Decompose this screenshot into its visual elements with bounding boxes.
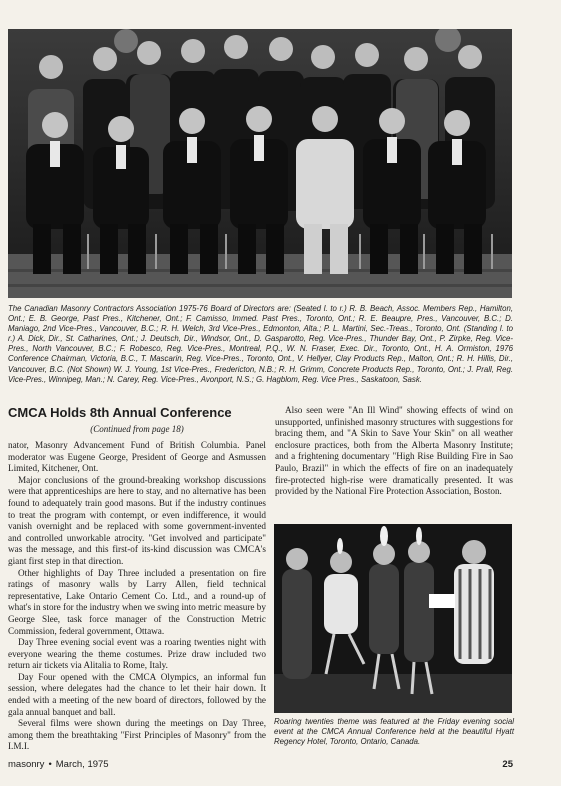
article-paragraph: Day Three evening social event was a roaring twenties night with everyone wearing the theme costumes. Prize draw included two return air tickets via Alitalia to Rome, Italy. xyxy=(8,637,266,671)
article-paragraph: Day Four opened with the CMCA Olympics, an informal fun session, where delegates had the chance to let their hair down. It ended with a meeting of the new board of directors, followed by the gala annual banquet and ball. xyxy=(8,671,266,717)
article-left-column xyxy=(8,440,266,753)
article-paragraph: Also seen were "An Ill Wind" showing effects of wind on unsupported, unfinished masonry structures with suggestions for bracing them, and "A Skin to Save Your Skin" on all weather enclosure practices, both from the Alberta Masonry Institute; and a frightening documentary "High Rise Building Fire in Sao Paulo, Brazil" in which the effects of fire on an inadequately fire-protected high-rise were dramatically presented. It was provided by the National Fire Protection Association, Boston. xyxy=(275,405,513,497)
roaring-twenties-photo xyxy=(274,524,512,713)
article-paragraph: Major conclusions of the ground-breaking workshop discussions were that apprenticeships are here to stay, and no alternative has been found to adequately train good masons. But if the industry continues to treat the program with contempt, or even indifference, it would vanish overnight and be replaced with some government-invented and controlled unworkable atrocity. "Get involved and participate" was the message, and this first-of its-kind discussion was CMCA's giant first step in that direction. xyxy=(8,474,266,566)
board-photo-caption: The Canadian Masonry Contractors Association 1975-76 Board of Directors are: (Seated l. to r.) R. B. Beach, Assoc. Members Rep., Hamilton, Ont.; E. B. George, Past Pres., Kitchener, Ont.; F. Camisso, Immed. Past Pres., Toronto, Ont.; R. E. Beaupre, Pres., Vancouver, B.C.; D. Maniago, 2nd Vice-Pres., Vancouver, B.C.; R. H. Welch, 3rd Vice-Pres., Edmonton, Alta.; P. L. Martini, Sec.-Treas., Toronto, Ont. (Standing l. to r.) A. Dick, Dir., St. Catharines, Ont.; J. Deutsch, Dir., Windsor, Ont., D. Gasparotto, Reg. Vice-Pres., Thunder Bay, Ont., P. Zirpke, Reg. Vice-Pres., North Vancouver, B.C.; F. Robesco, Reg. Vice-Pres., Montreal, P.Q., W. N. Fraser, Exec. Dir., Toronto, Ont., H. A. Ormiston, 1976 Conference Chairman, Victoria, B.C., T. Mascarin, Reg. Vice-Pres., Toronto, Ont., V. Hellyer, Clay Products Rep., Malton, Ont.; R. H. Hillis, Dir., Vancouver, B.C. (Not Shown) W. J. Young, 1st Vice-Pres., Fredericton, N.B.; R. H. Grimm, Concrete Products Rep., Toronto, Ont.; J. Prall, Reg. Vice-Pres., Winnipeg, Man.; N. Carey, Reg. Vice-Pres., Avonport, N.S.; G. Hagblom, Reg. Vice Pres., Saskatoon, Sask. xyxy=(8,304,513,384)
article-headline: CMCA Holds 8th Annual Conference xyxy=(8,405,232,420)
board-of-directors-photo xyxy=(8,29,512,298)
article-paragraph: nator, Masonry Advancement Fund of British Columbia. Panel moderator was Eugene George, President of George and Asmussen Limited, Kitchener, Ont. xyxy=(8,440,266,474)
article-paragraph: Other highlights of Day Three included a presentation on fire ratings of masonry walls by Larry Allen, field technical representative, Lake Ontario Cement Co. Ltd., and a round-up of what's in store for the industry when we swing into metric measure by George Slee, task force manager of the Construction Metric Commission, federal government, Ottawa. xyxy=(8,567,266,636)
page-number: 25 xyxy=(502,759,513,770)
article-paragraph: Several films were shown during the meetings on Day Three, among them the breathtaking "First Principles of Masonry" from the I.M.I. xyxy=(8,718,266,752)
article-right-column xyxy=(275,405,513,498)
magazine-name: masonry xyxy=(8,759,45,770)
page-footer xyxy=(8,759,513,773)
issue-date: March, 1975 xyxy=(55,759,109,770)
bullet-separator: • xyxy=(48,759,52,770)
continued-note: (Continued from page 18) xyxy=(90,424,184,434)
footer-imprint xyxy=(8,759,109,770)
party-photo-caption: Roaring twenties theme was featured at the Friday evening social event at the CMCA Annual Conference held at the beautiful Hyatt Regency Hotel, Toronto, Ontario, Canada. xyxy=(274,717,514,747)
